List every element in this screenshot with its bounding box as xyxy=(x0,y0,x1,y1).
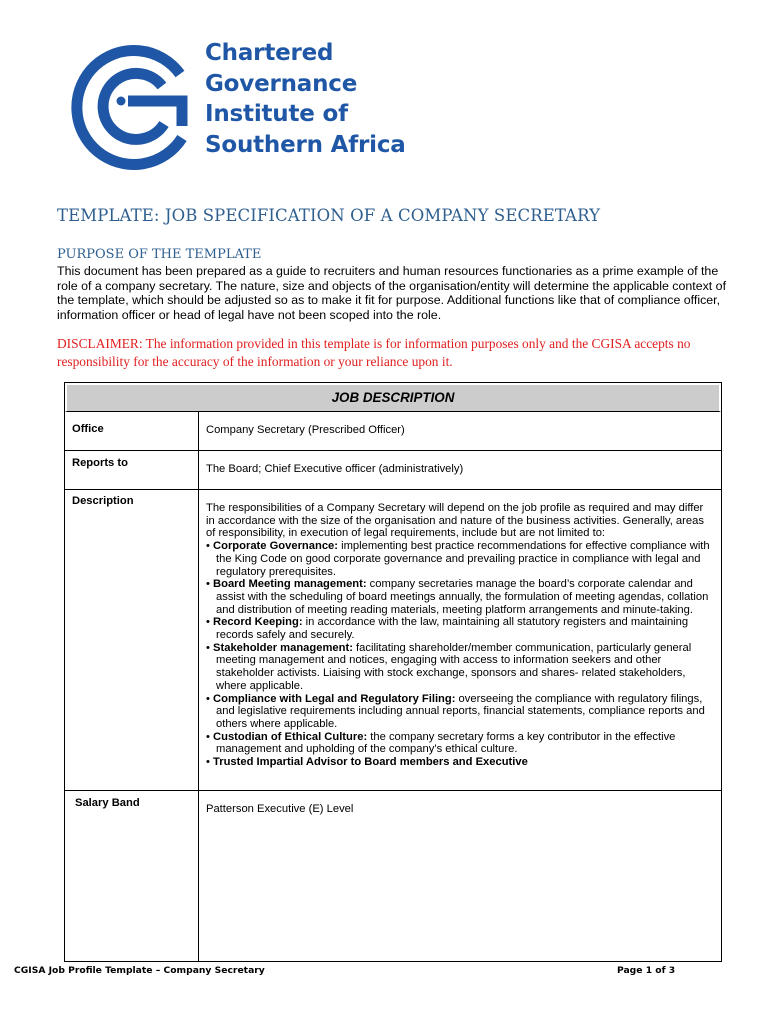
list-item: • Corporate Governance: implementing best practice recommendations for effective compliance with the King Code on good corporate governance and prevailing practice in compliance with legal and regulatory prerequisites. xyxy=(206,540,710,578)
list-item: • Record Keeping: in accordance with the law, maintaining all statutory registers and maintaining records safely and securely. xyxy=(206,616,689,642)
bullet-title: Compliance with Legal and Regulatory Filing: xyxy=(213,692,456,705)
salary-band-label: Salary Band xyxy=(65,791,199,961)
bullet-title: Corporate Governance: xyxy=(213,540,338,553)
list-item: • Stakeholder management: facilitating shareholder/member communication, particularly general meeting management and notices, engaging with access to information seekers and other stakeholder activists. Liaising with stock exchange, sponsors and shares- related stakeholders, where applicable. xyxy=(206,641,692,692)
reports-to-label: Reports to xyxy=(65,451,199,489)
org-name xyxy=(205,38,406,160)
description-intro: The responsibilities of a Company Secretary will depend on the job profile as required and may differ in accordance with the size of the organisation and nature of the business activities. Generally, areas of responsibility, in execution of legal requirements, include but are not limited to: xyxy=(206,502,704,540)
bullet-title: Custodian of Ethical Culture: xyxy=(213,730,368,743)
description-label: Description xyxy=(65,490,199,790)
bullet-title: Board Meeting management: xyxy=(213,578,367,591)
bullet-text: the company secretary forms a key contributor in the effective management and upholding of the company’s ethical culture. xyxy=(216,730,676,756)
org-name-line-1: Chartered xyxy=(205,40,334,66)
list-item: • Compliance with Legal and Regulatory Filing: overseeing the compliance with regulatory filings, and legislative requirements including annual reports, financial statements, compliance reports and others where applicable. xyxy=(206,692,705,730)
bullet-text: in accordance with the law, maintaining all statutory registers and maintaining records safely and securely. xyxy=(216,616,689,642)
disclaimer-text: DISCLAIMER: The information provided in this template is for information purposes only and the CGISA accepts no responsibility for the accuracy of the information or your reliance upon it. xyxy=(57,336,691,369)
org-name-line-2: Governance xyxy=(205,70,358,97)
list-item: • Board Meeting management: company secretaries manage the board’s corporate calendar and assist with the scheduling of board meetings annually, the formulation of meeting agendas, collation and distribution of meeting reading materials, meeting platform arrangements and minute-taking. xyxy=(206,578,709,616)
table-row-salary-band xyxy=(65,791,721,961)
bullet-text: implementing best practice recommendations for effective compliance with the King Code on good corporate governance and prevailing practice in compliance with legal and regulatory prerequisites. xyxy=(216,540,710,578)
bullet-title: Record Keeping: xyxy=(213,616,303,629)
description-value xyxy=(199,490,721,790)
list-item: • Trusted Impartial Advisor to Board members and Executive xyxy=(206,756,528,769)
cgisa-logo-mark-icon xyxy=(62,38,202,178)
document-title: TEMPLATE: JOB SPECIFICATION OF A COMPANY SECRETARY xyxy=(57,206,601,225)
table-header-row xyxy=(65,383,721,412)
bullet-text: facilitating shareholder/member communication, particularly general meeting management and notices, engaging with access to information seekers and other stakeholder activists. Liaising with stock exchange, sponsors and shares- related stakeholders, where applicable. xyxy=(216,641,692,692)
bullet-title: Stakeholder management: xyxy=(213,641,353,654)
cgisa-logo xyxy=(62,38,202,178)
salary-band-value: Patterson Executive (E) Level xyxy=(206,803,354,815)
purpose-text: This document has been prepared as a guide to recruiters and human resources functionaries as a prime example of the role of a company secretary. The nature, size and objects of the organisation/entity will determine the applicable context of the template, which should be adjusted so as to make it fit for purpose. Additional functions like that of compliance officer, information officer or head of legal have not been scoped into the role. xyxy=(57,264,727,322)
office-label: Office xyxy=(65,412,199,450)
org-name-line-4: Southern Africa xyxy=(205,131,406,158)
table-row-office xyxy=(65,412,721,451)
purpose-heading: PURPOSE OF THE TEMPLATE xyxy=(57,247,262,262)
office-value: Company Secretary (Prescribed Officer) xyxy=(206,424,405,436)
footer-page-number: Page 1 of 3 xyxy=(617,965,676,976)
bullet-title: Trusted Impartial Advisor to Board members and Executive xyxy=(213,756,528,769)
bullet-text: company secretaries manage the board’s corporate calendar and assist with the scheduling of board meetings annually, the formulation of meeting agendas, collation and distribution of meeting reading materials, meeting platform arrangements and minute-taking. xyxy=(216,578,709,616)
footer-document-name: CGISA Job Profile Template – Company Secretary xyxy=(14,965,265,976)
job-description-table xyxy=(64,382,722,962)
reports-to-value: The Board; Chief Executive officer (administratively) xyxy=(206,463,464,475)
table-header: JOB DESCRIPTION xyxy=(331,390,455,405)
table-row-reports-to xyxy=(65,451,721,490)
bullet-text: overseeing the compliance with regulatory filings, and legislative requirements including annual reports, financial statements, compliance reports and others where applicable. xyxy=(216,692,705,730)
table-row-description xyxy=(65,490,721,791)
list-item: • Custodian of Ethical Culture: the company secretary forms a key contributor in the effective management and upholding of the company’s ethical culture. xyxy=(206,730,676,756)
org-name-line-3: Institute of xyxy=(205,101,348,127)
